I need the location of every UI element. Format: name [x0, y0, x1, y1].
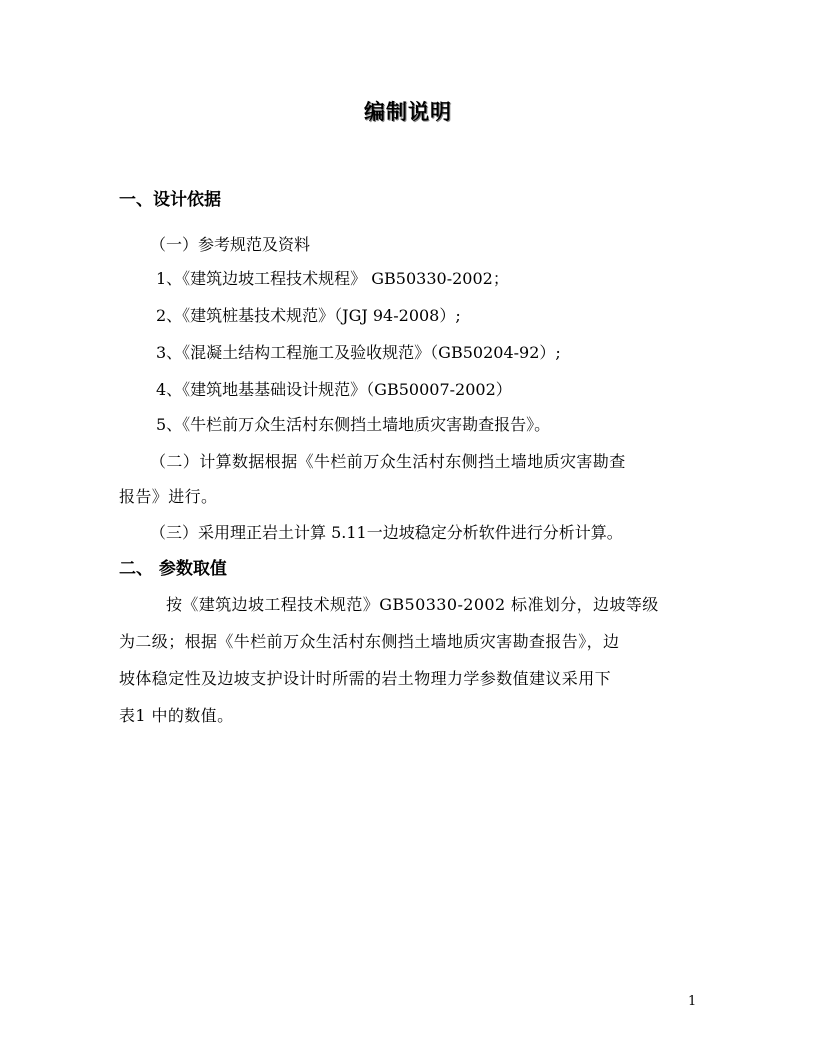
- parameter-paragraph-line-3: 坡体稳定性及边坡支护设计时所需的岩土物理力学参数值建议采用下: [119, 669, 612, 688]
- section-1-heading: 一、设计依据: [119, 190, 221, 210]
- parameter-paragraph-line-1: 按《建筑边坡工程技术规范》GB50330-2002 标准划分，边坡等级: [166, 595, 659, 614]
- subsection-2-line-2: 报告》进行。: [119, 487, 218, 506]
- parameter-paragraph-line-2: 为二级；根据《牛栏前万众生活村东侧挡土墙地质灾害勘查报告》，边: [119, 632, 620, 651]
- reference-item-3: 3、《混凝土结构工程施工及验收规范》（GB50204-92）;: [156, 343, 561, 362]
- reference-item-2: 2、《建筑桩基技术规范》（JGJ 94-2008）;: [156, 306, 461, 325]
- subsection-1-heading: （一）参考规范及资料: [150, 235, 311, 254]
- subsection-3: （三）采用理正岩土计算 5.11一边坡稳定分析软件进行分析计算。: [150, 523, 623, 542]
- reference-item-4: 4、《建筑地基基础设计规范》（GB50007-2002）: [156, 380, 512, 399]
- subsection-2-line-1: （二）计算数据根据《牛栏前万众生活村东侧挡土墙地质灾害勘查: [150, 452, 626, 471]
- reference-item-5: 5、《牛栏前万众生活村东侧挡土墙地质灾害勘查报告》。: [156, 415, 551, 434]
- page-number: 1: [688, 994, 697, 1009]
- parameter-paragraph-line-4: 表1 中的数值。: [119, 706, 234, 725]
- section-2-heading: 二、 参数取值: [119, 559, 227, 579]
- page-title: 编制说明: [364, 99, 452, 124]
- reference-item-1: 1、《建筑边坡工程技术规程》 GB50330-2002；: [156, 269, 509, 288]
